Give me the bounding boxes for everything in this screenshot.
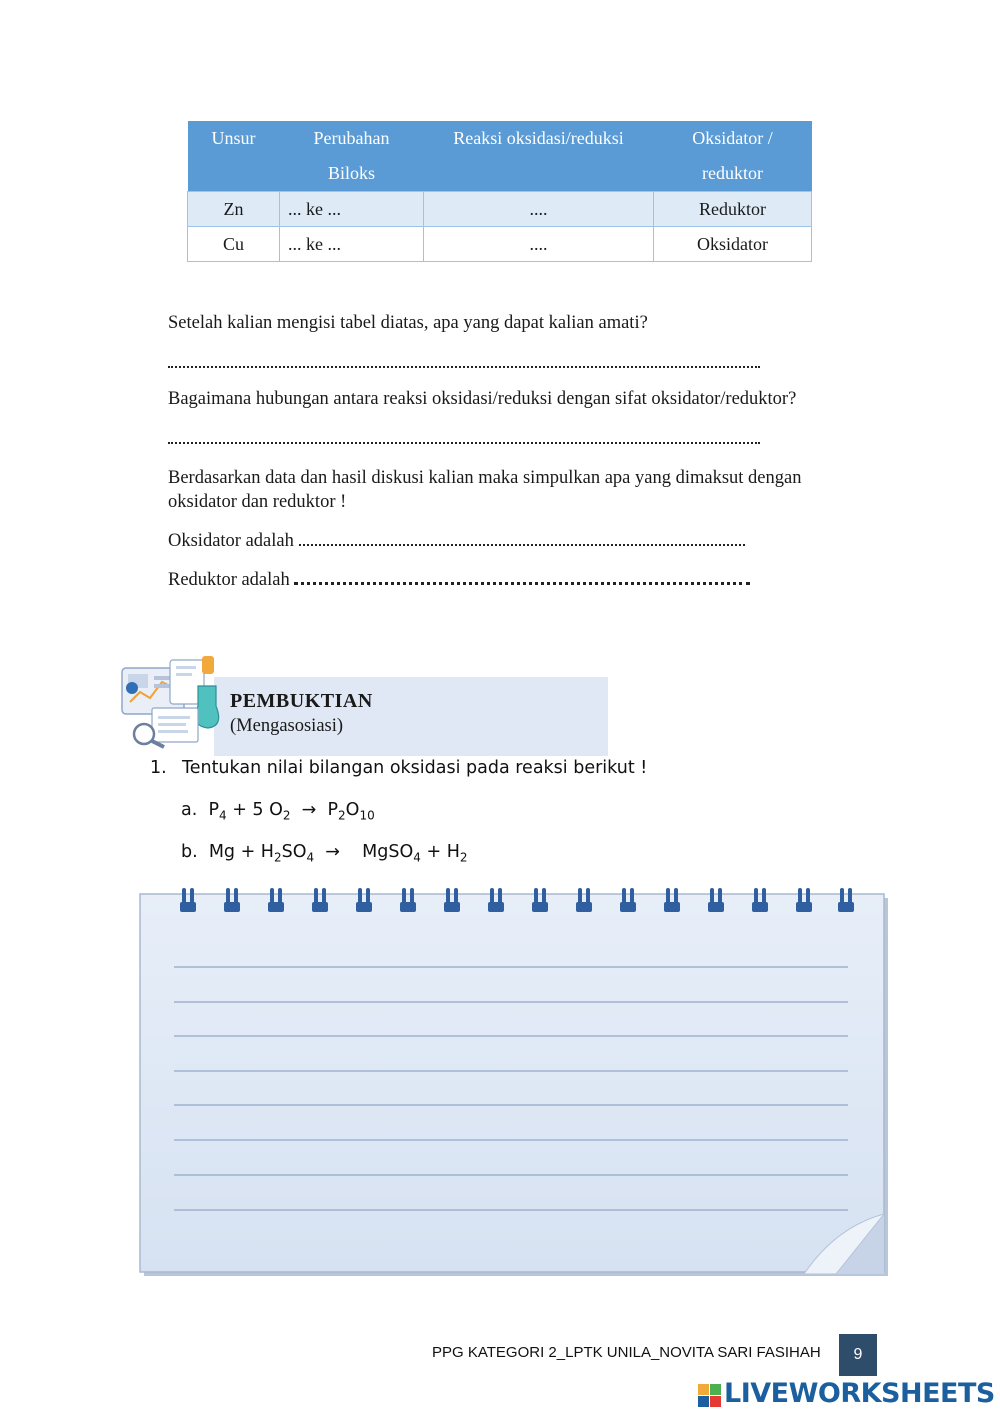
page-number: 9 <box>839 1334 877 1376</box>
cell-reaksi[interactable]: .... <box>424 192 654 227</box>
oksidator-label: Oksidator adalah <box>168 531 294 551</box>
header-unsur: Unsur <box>188 121 280 192</box>
header-oksidator-reduktor: Oksidator / reduktor <box>654 121 812 192</box>
cell-reaksi[interactable]: .... <box>424 227 654 262</box>
reaction-b-label: b. <box>181 842 198 862</box>
answer-line-observe[interactable] <box>168 352 760 373</box>
question-conclusion: Berdasarkan data dan hasil diskusi kalian maka simpulkan apa yang dimaksut dengan oksidator dan reduktor ! <box>168 468 802 512</box>
question-relation: Bagaimana hubungan antara reaksi oksidasi/reduksi dengan sifat oksidator/reduktor? <box>168 389 797 409</box>
oksidator-answer-line[interactable] <box>299 530 745 546</box>
liveworksheets-brand[interactable]: LIVEWORKSHEETS <box>724 1378 995 1409</box>
reaction-a-equation: $P_4 + 5$ $O_2 \to P_2O_{10}$ <box>208 800 375 823</box>
reduktor-label: Reduktor adalah <box>168 570 290 590</box>
cell-biloks[interactable]: ... ke ... <box>280 227 424 262</box>
cell-sifat: Oksidator <box>654 227 812 262</box>
header-reaksi: Reaksi oksidasi/reduksi <box>424 121 654 192</box>
biloks-table <box>187 121 812 262</box>
reaction-b-equation: $Mg + H_2SO_4$ → MgSO$_4$ + $H_2$ <box>208 842 468 865</box>
reaction-a <box>181 800 375 823</box>
cell-sifat: Reduktor <box>654 192 812 227</box>
footer-text: PPG KATEGORI 2_LPTK UNILA_NOVITA SARI FASIHAH <box>432 1344 821 1361</box>
question-observe: Setelah kalian mengisi tabel diatas, apa yang dapat kalian amati? <box>168 313 648 333</box>
lab-illustration-icon <box>110 646 225 751</box>
task-number: 1. <box>150 758 167 778</box>
header-perubahan-biloks: Perubahan Biloks <box>280 121 424 192</box>
oksidator-definition <box>168 530 745 552</box>
cell-biloks[interactable]: ... ke ... <box>280 192 424 227</box>
reduktor-answer-line[interactable] <box>294 568 750 585</box>
cell-unsur: Cu <box>188 227 280 262</box>
cell-unsur: Zn <box>188 192 280 227</box>
section-subtitle: (Mengasosiasi) <box>230 716 344 736</box>
reaction-b <box>181 842 468 865</box>
liveworksheets-logo-icon <box>698 1384 722 1408</box>
reduktor-definition <box>168 568 750 591</box>
notebook-answer-area[interactable] <box>136 882 892 1280</box>
table-header-row <box>188 121 812 192</box>
table-row <box>188 227 812 262</box>
task-prompt: Tentukan nilai bilangan oksidasi pada reaksi berikut ! <box>182 758 648 778</box>
section-title: PEMBUKTIAN <box>230 690 373 712</box>
table-row <box>188 192 812 227</box>
reaction-a-label: a. <box>181 800 198 820</box>
answer-line-relation[interactable] <box>168 428 760 449</box>
